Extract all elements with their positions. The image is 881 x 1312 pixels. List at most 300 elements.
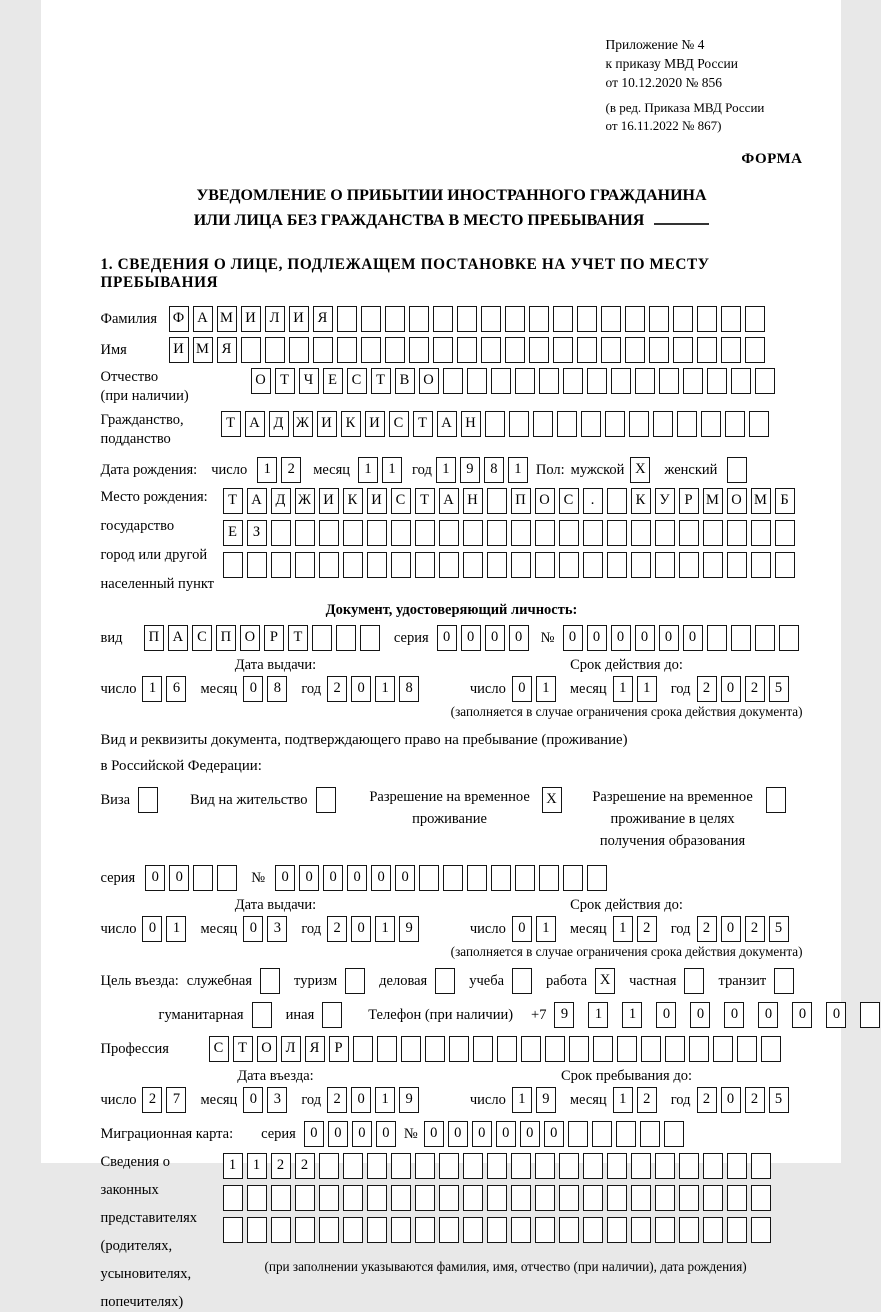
char-cell[interactable]: К [341,411,361,437]
char-cell[interactable]: 1 [375,1087,395,1113]
purpose-tourism-checkbox[interactable] [345,968,365,994]
char-cell[interactable]: 2 [745,916,765,942]
char-cell[interactable]: О [419,368,439,394]
char-cell[interactable] [653,411,673,437]
char-cell[interactable]: М [751,488,771,514]
char-cell[interactable]: 0 [611,625,631,651]
char-cell[interactable] [727,1185,747,1211]
char-cell[interactable] [755,368,775,394]
permit-expiry-day-cells[interactable] [512,916,560,942]
char-cell[interactable] [703,1185,723,1211]
char-cell[interactable]: 3 [267,916,287,942]
char-cell[interactable]: Р [264,625,284,651]
char-cell[interactable]: 2 [637,916,657,942]
char-cell[interactable] [539,368,559,394]
char-cell[interactable] [755,625,775,651]
char-cell[interactable]: Е [223,520,243,546]
char-cell[interactable] [655,1217,675,1243]
char-cell[interactable]: 0 [328,1121,348,1147]
char-cell[interactable]: 0 [347,865,367,891]
char-cell[interactable] [631,1153,651,1179]
char-cell[interactable]: А [437,411,457,437]
char-cell[interactable]: 0 [485,625,505,651]
char-cell[interactable]: 2 [637,1087,657,1113]
char-cell[interactable]: С [559,488,579,514]
guardians-row1-cells[interactable] [223,1153,803,1179]
char-cell[interactable]: 1 [613,676,633,702]
char-cell[interactable]: 0 [758,1002,778,1028]
char-cell[interactable]: 1 [588,1002,608,1028]
char-cell[interactable]: Т [288,625,308,651]
char-cell[interactable] [419,865,439,891]
char-cell[interactable] [697,337,717,363]
purpose-humanitarian-checkbox[interactable] [252,1002,272,1028]
purpose-official-checkbox[interactable] [260,968,280,994]
char-cell[interactable]: 0 [275,865,295,891]
char-cell[interactable] [415,1217,435,1243]
char-cell[interactable] [271,552,291,578]
doc-expiry-year-cells[interactable] [697,676,793,702]
char-cell[interactable] [553,306,573,332]
char-cell[interactable] [535,1153,555,1179]
char-cell[interactable]: 0 [299,865,319,891]
char-cell[interactable] [485,411,505,437]
char-cell[interactable] [677,411,697,437]
char-cell[interactable] [343,520,363,546]
char-cell[interactable]: 8 [267,676,287,702]
char-cell[interactable] [343,1153,363,1179]
char-cell[interactable] [271,520,291,546]
char-cell[interactable] [569,1036,589,1062]
char-cell[interactable] [343,1185,363,1211]
char-cell[interactable] [665,1036,685,1062]
char-cell[interactable]: 0 [437,625,457,651]
char-cell[interactable] [679,552,699,578]
char-cell[interactable] [481,337,501,363]
char-cell[interactable]: О [251,368,271,394]
char-cell[interactable]: З [247,520,267,546]
char-cell[interactable] [631,1185,651,1211]
char-cell[interactable] [587,368,607,394]
purpose-other-checkbox[interactable] [322,1002,342,1028]
char-cell[interactable] [487,1153,507,1179]
char-cell[interactable]: 8 [399,676,419,702]
char-cell[interactable]: 0 [169,865,189,891]
char-cell[interactable]: М [217,306,237,332]
char-cell[interactable]: 0 [496,1121,516,1147]
char-cell[interactable]: 5 [769,676,789,702]
char-cell[interactable]: 0 [512,676,532,702]
char-cell[interactable] [223,552,243,578]
char-cell[interactable] [707,625,727,651]
char-cell[interactable] [563,865,583,891]
char-cell[interactable] [707,368,727,394]
char-cell[interactable]: 1 [508,457,528,483]
char-cell[interactable] [673,337,693,363]
char-cell[interactable] [545,1036,565,1062]
stay-until-month-cells[interactable] [613,1087,661,1113]
char-cell[interactable] [731,368,751,394]
char-cell[interactable]: 0 [635,625,655,651]
char-cell[interactable] [655,552,675,578]
char-cell[interactable] [391,520,411,546]
char-cell[interactable]: 0 [659,625,679,651]
char-cell[interactable] [487,552,507,578]
char-cell[interactable] [568,1121,588,1147]
char-cell[interactable] [511,1185,531,1211]
char-cell[interactable] [703,1217,723,1243]
char-cell[interactable] [577,337,597,363]
char-cell[interactable] [625,337,645,363]
char-cell[interactable] [679,1217,699,1243]
char-cell[interactable]: 8 [484,457,504,483]
char-cell[interactable]: 1 [536,676,556,702]
migration-number-cells[interactable] [424,1121,688,1147]
char-cell[interactable]: Д [269,411,289,437]
char-cell[interactable]: А [193,306,213,332]
char-cell[interactable]: Я [305,1036,325,1062]
char-cell[interactable] [775,552,795,578]
char-cell[interactable] [713,1036,733,1062]
char-cell[interactable]: Р [679,488,699,514]
birth-year-cells[interactable] [436,457,532,483]
char-cell[interactable] [463,1153,483,1179]
char-cell[interactable] [583,1153,603,1179]
char-cell[interactable] [539,865,559,891]
char-cell[interactable]: 1 [358,457,378,483]
char-cell[interactable] [271,1217,291,1243]
char-cell[interactable]: 2 [295,1153,315,1179]
purpose-transit-checkbox[interactable] [774,968,794,994]
char-cell[interactable] [487,1185,507,1211]
char-cell[interactable]: 0 [395,865,415,891]
char-cell[interactable] [553,337,573,363]
char-cell[interactable]: 1 [436,457,456,483]
char-cell[interactable]: Т [233,1036,253,1062]
char-cell[interactable] [860,1002,880,1028]
char-cell[interactable]: 9 [536,1087,556,1113]
char-cell[interactable] [535,1217,555,1243]
char-cell[interactable] [761,1036,781,1062]
char-cell[interactable]: 0 [243,676,263,702]
char-cell[interactable]: Е [323,368,343,394]
char-cell[interactable]: 0 [145,865,165,891]
doc-issue-day-cells[interactable] [142,676,190,702]
char-cell[interactable] [607,552,627,578]
char-cell[interactable] [515,368,535,394]
char-cell[interactable] [487,488,507,514]
char-cell[interactable]: 2 [271,1153,291,1179]
char-cell[interactable] [655,1153,675,1179]
char-cell[interactable]: 2 [281,457,301,483]
char-cell[interactable] [415,1185,435,1211]
char-cell[interactable]: С [192,625,212,651]
char-cell[interactable]: Б [775,488,795,514]
char-cell[interactable] [443,865,463,891]
char-cell[interactable]: 5 [769,916,789,942]
char-cell[interactable] [631,552,651,578]
char-cell[interactable]: 0 [509,625,529,651]
char-cell[interactable] [415,520,435,546]
char-cell[interactable] [592,1121,612,1147]
stay-until-year-cells[interactable] [697,1087,793,1113]
char-cell[interactable]: 2 [697,1087,717,1113]
char-cell[interactable]: Д [271,488,291,514]
char-cell[interactable] [289,337,309,363]
char-cell[interactable] [631,1217,651,1243]
char-cell[interactable]: Т [275,368,295,394]
sex-female-checkbox[interactable] [727,457,747,483]
char-cell[interactable] [439,552,459,578]
entry-year-cells[interactable] [327,1087,423,1113]
char-cell[interactable] [361,337,381,363]
char-cell[interactable] [319,1217,339,1243]
char-cell[interactable] [367,1153,387,1179]
char-cell[interactable] [617,1036,637,1062]
char-cell[interactable]: 0 [656,1002,676,1028]
char-cell[interactable]: Ф [169,306,189,332]
birth-month-cells[interactable] [358,457,406,483]
char-cell[interactable] [529,306,549,332]
char-cell[interactable] [751,1217,771,1243]
char-cell[interactable]: 1 [247,1153,267,1179]
char-cell[interactable]: Т [223,488,243,514]
phone-cells[interactable] [554,1002,881,1028]
char-cell[interactable]: 0 [587,625,607,651]
char-cell[interactable]: П [511,488,531,514]
char-cell[interactable]: 0 [512,916,532,942]
char-cell[interactable] [319,520,339,546]
char-cell[interactable] [745,306,765,332]
char-cell[interactable] [295,1217,315,1243]
stay-until-day-cells[interactable] [512,1087,560,1113]
char-cell[interactable]: И [367,488,387,514]
char-cell[interactable]: 0 [792,1002,812,1028]
char-cell[interactable] [415,1153,435,1179]
char-cell[interactable] [457,337,477,363]
char-cell[interactable] [521,1036,541,1062]
guardians-row3-cells[interactable] [223,1217,803,1243]
char-cell[interactable] [439,520,459,546]
char-cell[interactable] [463,552,483,578]
char-cell[interactable] [737,1036,757,1062]
purpose-study-checkbox[interactable] [512,968,532,994]
char-cell[interactable]: С [347,368,367,394]
char-cell[interactable] [337,306,357,332]
permit-issue-day-cells[interactable] [142,916,190,942]
char-cell[interactable] [616,1121,636,1147]
char-cell[interactable]: Ж [293,411,313,437]
permit-issue-year-cells[interactable] [327,916,423,942]
permit-series-cells[interactable] [145,865,241,891]
char-cell[interactable] [425,1036,445,1062]
guardians-row2-cells[interactable] [223,1185,803,1211]
char-cell[interactable] [473,1036,493,1062]
char-cell[interactable]: 0 [371,865,391,891]
char-cell[interactable] [511,520,531,546]
char-cell[interactable] [605,411,625,437]
char-cell[interactable] [725,411,745,437]
char-cell[interactable] [557,411,577,437]
char-cell[interactable] [727,552,747,578]
sex-male-checkbox[interactable]: X [630,457,650,483]
entry-day-cells[interactable] [142,1087,190,1113]
permit-expiry-year-cells[interactable] [697,916,793,942]
char-cell[interactable]: 1 [536,916,556,942]
char-cell[interactable]: 1 [512,1087,532,1113]
char-cell[interactable] [611,368,631,394]
char-cell[interactable]: 0 [351,676,371,702]
char-cell[interactable] [631,520,651,546]
char-cell[interactable] [367,1217,387,1243]
char-cell[interactable]: И [169,337,189,363]
char-cell[interactable] [559,520,579,546]
char-cell[interactable]: 2 [327,916,347,942]
char-cell[interactable] [439,1153,459,1179]
char-cell[interactable] [312,625,332,651]
char-cell[interactable] [515,865,535,891]
char-cell[interactable] [583,552,603,578]
char-cell[interactable] [467,368,487,394]
char-cell[interactable] [491,865,511,891]
char-cell[interactable] [601,306,621,332]
char-cell[interactable]: 3 [267,1087,287,1113]
char-cell[interactable] [497,1036,517,1062]
char-cell[interactable] [731,625,751,651]
surname-cells[interactable] [169,306,769,332]
char-cell[interactable]: 0 [721,1087,741,1113]
char-cell[interactable] [559,1153,579,1179]
char-cell[interactable] [295,1185,315,1211]
char-cell[interactable]: 5 [769,1087,789,1113]
char-cell[interactable] [457,306,477,332]
char-cell[interactable]: 0 [448,1121,468,1147]
doc-expiry-day-cells[interactable] [512,676,560,702]
temp-residence-education-checkbox[interactable] [766,787,786,813]
char-cell[interactable] [377,1036,397,1062]
char-cell[interactable] [433,337,453,363]
doc-issue-year-cells[interactable] [327,676,423,702]
char-cell[interactable]: С [391,488,411,514]
char-cell[interactable] [511,552,531,578]
char-cell[interactable] [751,1153,771,1179]
char-cell[interactable] [343,552,363,578]
char-cell[interactable] [701,411,721,437]
char-cell[interactable]: 1 [166,916,186,942]
char-cell[interactable] [463,1217,483,1243]
char-cell[interactable]: 0 [690,1002,710,1028]
char-cell[interactable]: 0 [376,1121,396,1147]
char-cell[interactable]: 9 [554,1002,574,1028]
char-cell[interactable] [511,1217,531,1243]
char-cell[interactable] [385,306,405,332]
char-cell[interactable]: А [168,625,188,651]
char-cell[interactable] [563,368,583,394]
char-cell[interactable]: 1 [613,916,633,942]
char-cell[interactable] [635,368,655,394]
char-cell[interactable]: 2 [697,676,717,702]
char-cell[interactable]: Л [265,306,285,332]
char-cell[interactable]: Р [329,1036,349,1062]
char-cell[interactable]: И [365,411,385,437]
char-cell[interactable] [337,337,357,363]
char-cell[interactable] [319,552,339,578]
char-cell[interactable] [343,1217,363,1243]
char-cell[interactable] [581,411,601,437]
char-cell[interactable]: 0 [472,1121,492,1147]
char-cell[interactable] [439,1217,459,1243]
char-cell[interactable] [505,306,525,332]
char-cell[interactable] [559,1217,579,1243]
char-cell[interactable] [649,306,669,332]
char-cell[interactable]: 2 [142,1087,162,1113]
char-cell[interactable]: 9 [399,916,419,942]
char-cell[interactable] [607,1217,627,1243]
char-cell[interactable] [409,306,429,332]
char-cell[interactable] [583,1217,603,1243]
char-cell[interactable] [223,1185,243,1211]
char-cell[interactable]: Ж [295,488,315,514]
char-cell[interactable] [703,520,723,546]
char-cell[interactable] [271,1185,291,1211]
char-cell[interactable] [443,368,463,394]
char-cell[interactable]: Н [463,488,483,514]
char-cell[interactable] [401,1036,421,1062]
char-cell[interactable]: 2 [697,916,717,942]
char-cell[interactable]: И [289,306,309,332]
char-cell[interactable]: 1 [375,676,395,702]
char-cell[interactable]: А [245,411,265,437]
char-cell[interactable] [463,1185,483,1211]
char-cell[interactable] [313,337,333,363]
char-cell[interactable] [391,1185,411,1211]
char-cell[interactable]: 2 [327,676,347,702]
char-cell[interactable] [481,306,501,332]
char-cell[interactable]: . [583,488,603,514]
temp-residence-checkbox[interactable]: X [542,787,562,813]
char-cell[interactable] [360,625,380,651]
char-cell[interactable]: У [655,488,675,514]
char-cell[interactable]: 0 [461,625,481,651]
char-cell[interactable] [721,306,741,332]
char-cell[interactable]: 2 [745,676,765,702]
char-cell[interactable] [505,337,525,363]
char-cell[interactable]: С [209,1036,229,1062]
char-cell[interactable] [439,1185,459,1211]
char-cell[interactable]: А [247,488,267,514]
char-cell[interactable]: К [343,488,363,514]
visa-checkbox[interactable] [138,787,158,813]
char-cell[interactable]: 1 [622,1002,642,1028]
char-cell[interactable]: Т [371,368,391,394]
char-cell[interactable] [749,411,769,437]
char-cell[interactable] [533,411,553,437]
char-cell[interactable] [535,520,555,546]
char-cell[interactable]: И [241,306,261,332]
birth-place-row1-cells[interactable] [223,488,799,514]
char-cell[interactable] [391,1217,411,1243]
char-cell[interactable]: 2 [745,1087,765,1113]
char-cell[interactable]: 1 [223,1153,243,1179]
char-cell[interactable]: Т [413,411,433,437]
permit-expiry-month-cells[interactable] [613,916,661,942]
char-cell[interactable] [721,337,741,363]
given-name-cells[interactable] [169,337,769,363]
doc-expiry-month-cells[interactable] [613,676,661,702]
birth-place-row3-cells[interactable] [223,552,799,578]
char-cell[interactable]: В [395,368,415,394]
char-cell[interactable]: 0 [243,1087,263,1113]
